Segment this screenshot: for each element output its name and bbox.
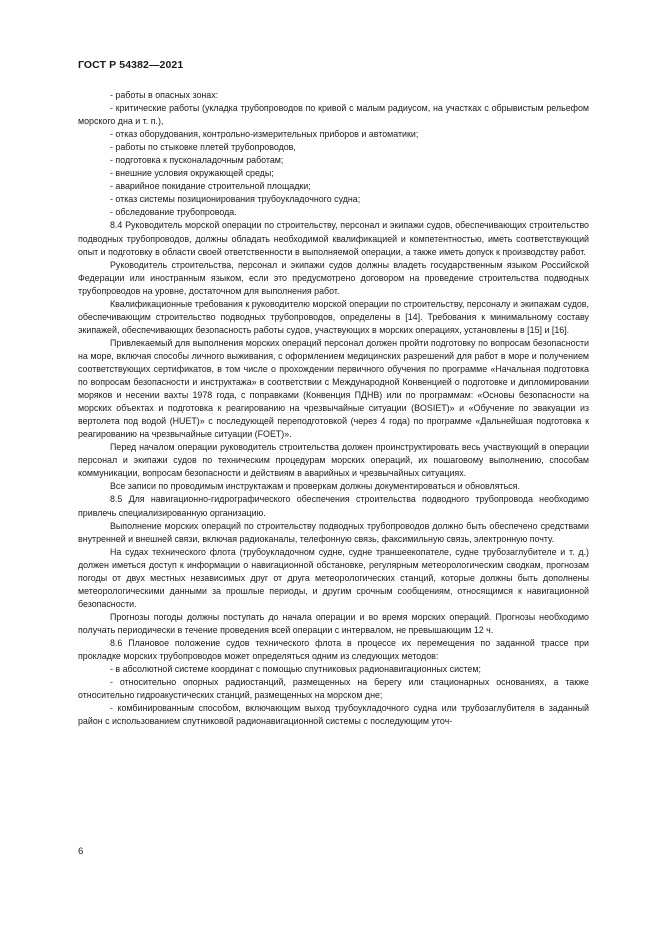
list-item: - комбинированным способом, включающим выход трубоукладочного судна или трубозаглубителя в заданный район с использованием спутниковой радионавигационной системы с последующим уточ- bbox=[78, 703, 589, 727]
page-number: 6 bbox=[78, 846, 84, 857]
paragraph: 8.6 Плановое положение судов технического флота в процессе их перемещения по заданной трассе при прокладке морских трубопроводов может определяться одним из следующих методов: bbox=[78, 637, 589, 662]
paragraph: Все записи по проводимым инструктажам и проверкам должны документироваться и обновляться. bbox=[110, 481, 520, 492]
paragraph: Руководитель строительства, персонал и экипажи судов должны владеть государственным языком Российской Федерации или иностранным языком, если это предусмотрено договором на проведение строительства подводных трубопроводов на уровне, достаточном для выполнения работ. bbox=[78, 259, 589, 296]
paragraph: 8.4 Руководитель морской операции по строительству, персонал и экипажи судов, обеспечивающих строительство подводных трубопроводов, должны обладать необходимой квалификацией и компетентностью, иметь соответствующий опыт и подготовку в области своей ответственности в выполняемой операции, а также иметь допуск к производству работ. bbox=[78, 220, 589, 257]
list-item: - работы по стыковке плетей трубопроводов, bbox=[110, 142, 296, 153]
document-body bbox=[78, 89, 589, 728]
list-item: - обследование трубопровода. bbox=[110, 207, 237, 218]
list-item: - работы в опасных зонах: bbox=[110, 90, 219, 100]
list-item: - подготовка к пусконаладочным работам; bbox=[110, 155, 284, 166]
paragraph: Перед началом операции руководитель строительства должен проинструктировать весь участвующий в операции персонал и экипажи судов по техническим процедурам морских операций, их пошаговому выполнению, способам коммуникации, вопросам безопасности и действиям в аварийных и чрезвычайных ситуациях. bbox=[78, 442, 589, 479]
list-item: - критические работы (укладка трубопроводов по кривой с малым радиусом, на участках с обрывистым рельефом морского дна и т. п.), bbox=[78, 103, 589, 127]
list-item: - внешние условия окружающей среды; bbox=[110, 168, 274, 179]
paragraph: Выполнение морских операций по строительству подводных трубопроводов должно быть обеспечено средствами внутренней и внешней связи, включая радиоканалы, телефонную связь, факсимильную связь, электронную почту. bbox=[78, 520, 589, 544]
paragraph: На судах технического флота (трубоукладочном судне, судне траншеекопателе, судне трубозаглубителе и т. д.) должен иметься доступ к информации о навигационной обстановке, регулярным метеорологическим сводкам, прогнозам погоды от двух местных независимых друг от друга метеорологических станций, которые должны быть дополнены метеорологическими данными за прошлые периоды, и другим срочным сообщениям, относящимся к навигационной безопасности. bbox=[78, 546, 589, 609]
paragraph: 8.5 Для навигационно-гидрографического обеспечения строительства подводного трубопровода необходимо привлечь специализированную организацию. bbox=[78, 494, 589, 518]
list-item: - отказ оборудования, контрольно-измерительных приборов и автоматики; bbox=[110, 129, 419, 140]
list-item: - относительно опорных радиостанций, размещенных на берегу или стационарных основаниях, а также относительно гидроакустических станций, размещенных на морском дне; bbox=[78, 677, 589, 701]
list-item: - в абсолютной системе координат с помощью спутниковых радионавигационных систем; bbox=[110, 664, 481, 675]
paragraph: Привлекаемый для выполнения морских операций персонал должен пройти подготовку по вопросам безопасности на море, включая способы личного выживания, с оформлением медицинских разрешений для работ в море и получением соответствующих сертификатов, в том числе о прохождении первичного обучения по программе «Начальная подготовка по вопросам безопасности и инструктажа» в соответствии с Международной Конвенцией о подготовке и дипломировании моряков и несении вахты 1978 года, с поправками (Конвенция ПДНВ) или по программам: «Основы безопасности на морских объектах и подготовка к реагированию на чрезвычайные ситуации (BOSIET)» и «Обучение по эвакуации из вертолета под водой (HUET)» с последующей переподготовкой (через 4 года) по программе «Дальнейшая подготовка к реагированию на чрезвычайные ситуации (FOET)». bbox=[78, 337, 589, 440]
list-item: - аварийное покидание строительной площадки; bbox=[110, 181, 311, 192]
paragraph: Прогнозы погоды должны поступать до начала операции и во время морских операций. Прогнозы необходимо получать периодически в течение проведения всей операции с интервалом, не превышающим 12 ч. bbox=[78, 611, 589, 635]
paragraph: Квалификационные требования к руководителю морской операции по строительству, персоналу и экипажам судов, обеспечивающим строительство подводных трубопроводов, определены в [14]. Требования к минимальному составу экипажей, обеспечивающих безопасность работы судов, участвующих в морских операциях, установлены в [15] и [16]. bbox=[78, 298, 589, 335]
page-header: ГОСТ Р 54382—2021 bbox=[78, 59, 184, 71]
list-item: - отказ системы позиционирования трубоукладочного судна; bbox=[110, 194, 361, 205]
